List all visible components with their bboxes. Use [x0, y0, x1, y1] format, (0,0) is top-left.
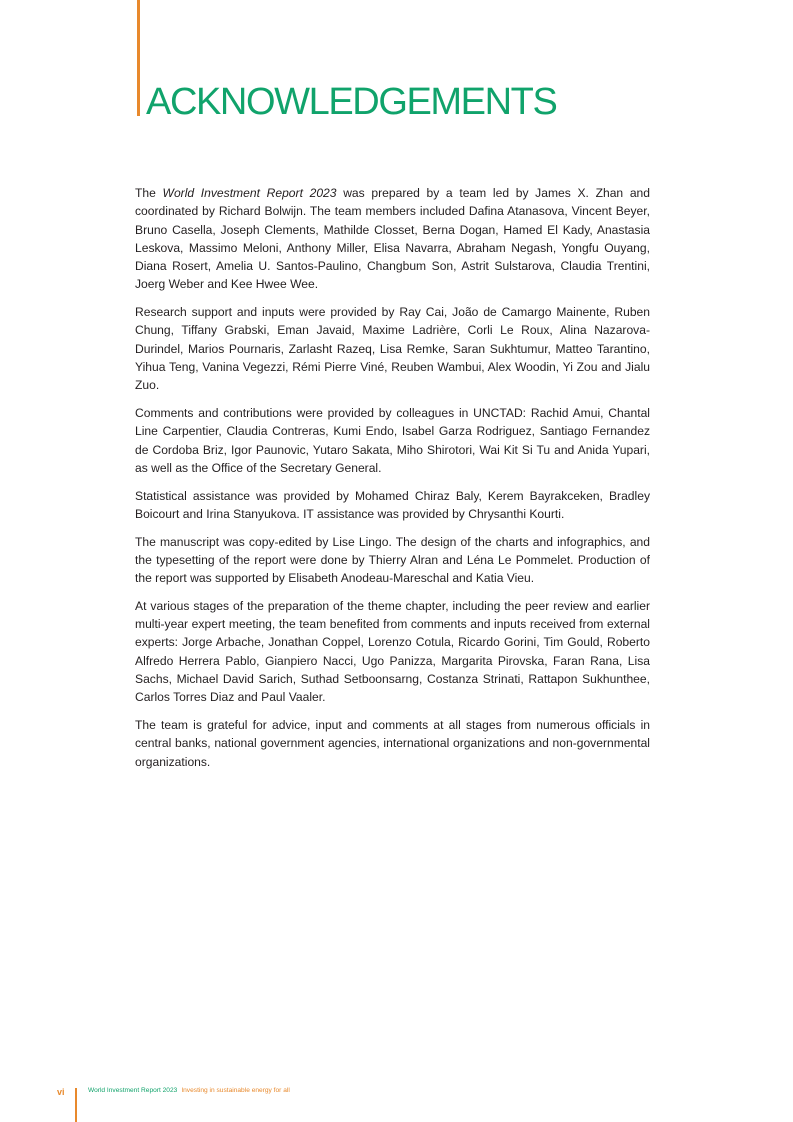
- footer-report-title: World Investment Report 2023: [88, 1087, 178, 1094]
- paragraph-team: [135, 184, 650, 294]
- acknowledgements-body: [135, 184, 650, 780]
- paragraph-statistical-assistance: Statistical assistance was provided by Mohamed Chiraz Baly, Kerem Bayrakceken, Bradley Boicourt and Irina Stanyukova. IT assistance was provided by Chrysanthi Kourti.: [135, 488, 650, 521]
- footer-caption: [88, 1087, 290, 1094]
- paragraph-team-text: was prepared by a team led by James X. Zhan and coordinated by Richard Bolwijn. The team members included Dafina Atanasova, Vincent Beyer, Bruno Casella, Joseph Clements, Mathilde Closset, Berna Dogan, Hamed El Kady, Anastasia Leskova, Massimo Meloni, Anthony Miller, Elisa Navarra, Abraham Negash, Yongfu Ouyang, Diana Rosert, Amelia U. Santos-Paulino, Changbum Son, Astrit Sulstarova, Claudia Trentini, Joerg Weber and Kee Hwee Wee.: [135, 186, 651, 292]
- paragraph-team-intro: The: [135, 186, 163, 200]
- title-accent-bar: [137, 0, 140, 116]
- footer-divider: [75, 1088, 77, 1122]
- page-number: vi: [57, 1087, 65, 1097]
- paragraph-production: The manuscript was copy-edited by Lise Lingo. The design of the charts and infographics, and the typesetting of the report were done by Thierry Alran and Léna Le Pommelet. Production of the report was supported by Elisabeth Anodeau-Mareschal and Katia Vieu.: [135, 534, 650, 586]
- paragraph-gratitude: The team is grateful for advice, input and comments at all stages from numerous officials in central banks, national government agencies, international organizations and non-governmental organizations.: [135, 718, 650, 769]
- page-title: ACKNOWLEDGEMENTS: [146, 81, 557, 123]
- footer-subtitle: Investing in sustainable energy for all: [181, 1087, 290, 1094]
- paragraph-external-experts: At various stages of the preparation of the theme chapter, including the peer review and earlier multi-year expert meeting, the team benefited from comments and inputs received from external experts: Jorge Arbache, Jonathan Coppel, Lorenzo Cotula, Ricardo Gorini, Tim Gould, Roberto Alfredo Herrera Pablo, Gianpiero Nacci, Ugo Panizza, Margarita Pirovska, Faran Rana, Lisa Sachs, Michael David Sarich, Suthad Setboonsarng, Costanza Strinati, Rattapon Sukhunthee, Carlos Torres Diaz and Paul Vaaler.: [135, 598, 650, 705]
- report-title-italic: World Investment Report 2023: [162, 186, 337, 200]
- paragraph-research-support: Research support and inputs were provided by Ray Cai, João de Camargo Mainente, Ruben Chung, Tiffany Grabski, Eman Javaid, Maxime Ladrière, Corli Le Roux, Alina Nazarova-Durindel, Marios Pournaris, Zarlasht Razeq, Lisa Remke, Saran Sukhtumur, Matteo Tarantino, Yihua Teng, Vanina Vegezzi, Rémi Pierre Viné, Reuben Wambui, Alex Woodin, Yi Zou and Jialu Zuo.: [135, 305, 650, 393]
- paragraph-unctad-comments: Comments and contributions were provided by colleagues in UNCTAD: Rachid Amui, Chantal Line Carpentier, Claudia Contreras, Kumi Endo, Isabel Garza Rodriguez, Santiago Fernandez de Cordoba Briz, Igor Paunovic, Yutaro Sakata, Miho Shirotori, Wai Kit Si Tu and Anida Yupari, as well as the Office of the Secretary General.: [135, 406, 650, 475]
